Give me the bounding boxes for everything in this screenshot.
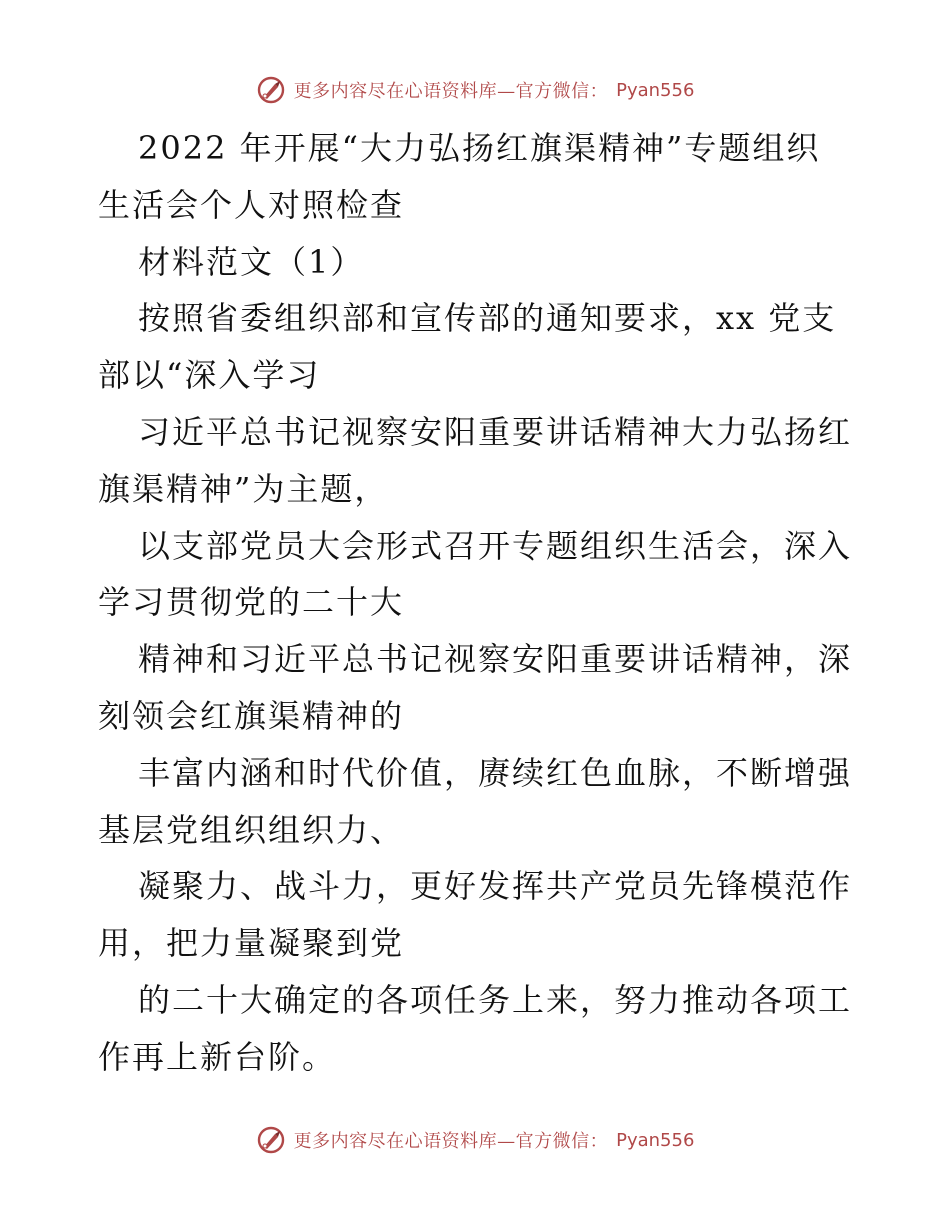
header-watermark: [0, 70, 950, 110]
quill-logo-icon: [256, 75, 286, 105]
text-line: 以支部党员大会形式召开专题组织生活会，深入: [138, 526, 853, 565]
watermark-brand: Pyan556: [616, 1129, 695, 1151]
text-line: 部以“深入学习: [98, 356, 321, 395]
text-line: 丰富内涵和时代价值，赓续红色血脉，不断增强: [138, 753, 853, 792]
quill-logo-icon: [256, 1125, 286, 1155]
text-line: 按照省委组织部和宣传部的通知要求，xx 党支: [138, 299, 837, 338]
text-line: 2022 年开展“大力弘扬红旗渠精神”专题组织: [138, 129, 821, 167]
text-line: 凝聚力、战斗力，更好发挥共产党员先锋模范作: [138, 867, 853, 906]
text-line: 基层党组织组织力、: [98, 810, 405, 849]
text-line: 精神和习近平总书记视察安阳重要讲话精神，深: [138, 640, 853, 679]
text-line: 学习贯彻党的二十大: [98, 583, 405, 622]
text-line: 材料范文（1）: [138, 242, 365, 281]
watermark-text: 更多内容尽在心语资料库—官方微信：: [293, 81, 609, 102]
watermark-brand: Pyan556: [616, 79, 695, 101]
text-line: 刻领会红旗渠精神的: [98, 696, 405, 735]
text-line: 生活会个人对照检查: [98, 185, 405, 224]
text-line: 用，把力量凝聚到党: [98, 924, 405, 963]
text-line: 旗渠精神”为主题，: [98, 469, 389, 508]
footer-watermark: [0, 1120, 950, 1160]
text-line: 的二十大确定的各项任务上来，努力推动各项工: [138, 980, 853, 1019]
document-body: [98, 120, 868, 1086]
text-line: 习近平总书记视察安阳重要讲话精神大力弘扬红: [138, 412, 853, 451]
text-line: 作再上新台阶。: [98, 1037, 337, 1076]
watermark-text: 更多内容尽在心语资料库—官方微信：: [293, 1131, 609, 1152]
